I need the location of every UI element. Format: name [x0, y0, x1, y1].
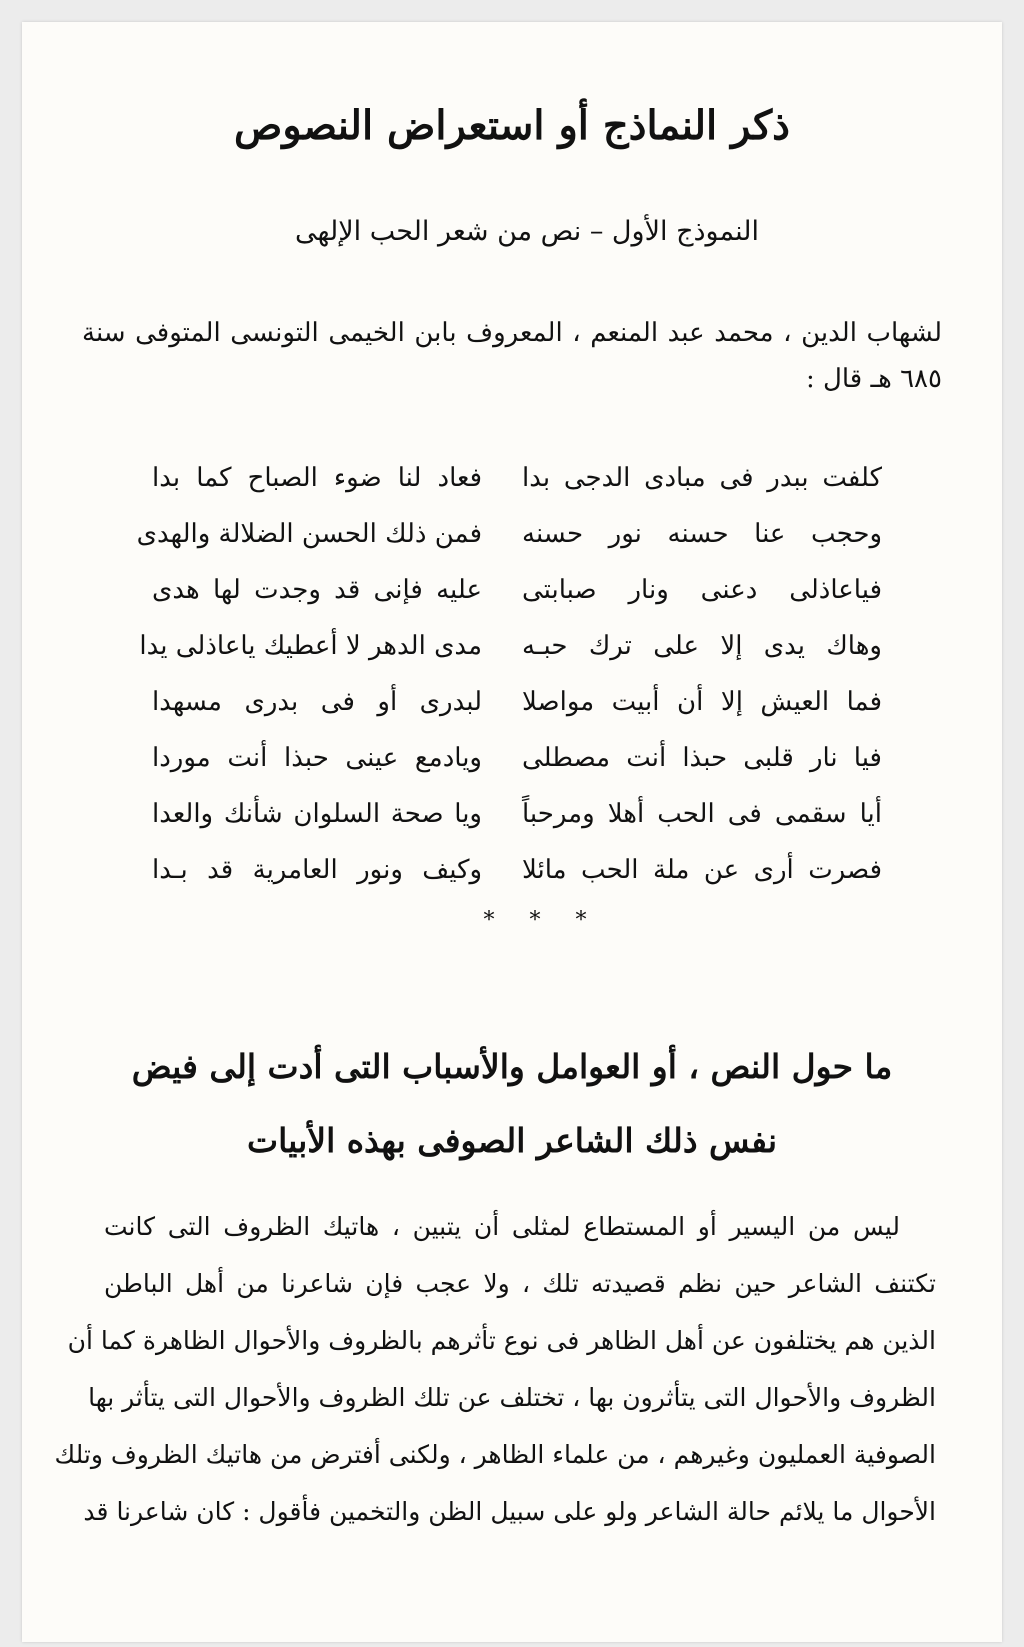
- verse: [22, 786, 1002, 842]
- verse-first-hemistich: فياعاذلى دعنى ونار صبابتى: [522, 575, 882, 605]
- verse-first-hemistich: وحجب عنا حسنه نور حسنه: [522, 519, 882, 549]
- verse-second-hemistich: مدى الدهر لا أعطيك ياعاذلى يدا: [139, 631, 482, 661]
- verse-first-hemistich: فيا نار قلبى حبذا أنت مصطلى: [522, 743, 882, 773]
- body-line: الذين هم يختلفون عن أهل الظاهر فى نوع تأثرهم بالظروف والأحوال الظاهرة كما أن: [67, 1326, 936, 1355]
- verse-second-hemistich: فمن ذلك الحسن الضلالة والهدى: [136, 519, 482, 549]
- verse: [22, 842, 1002, 898]
- verse-second-hemistich: ويادمع عينى حبذا أنت موردا: [152, 743, 482, 773]
- body-line: ليس من اليسير أو المستطاع لمثلى أن يتبين ، هاتيك الظروف التى كانت: [104, 1212, 900, 1241]
- verse: [22, 562, 1002, 618]
- poem: [22, 450, 1002, 890]
- book-page: [22, 22, 1002, 1642]
- verse-second-hemistich: وكيف ونور العامرية قد بـدا: [152, 855, 482, 885]
- body-paragraph: [54, 1198, 936, 1540]
- verse-first-hemistich: كلفت ببدر فى مبادى الدجى بدا: [522, 463, 882, 493]
- verse-second-hemistich: فعاد لنا ضوء الصباح كما بدا: [152, 463, 482, 493]
- section-heading: ما حول النص ، أو العوامل والأسباب التى أدت إلى فيض نفس ذلك الشاعر الصوفى بهذه الأبيات: [131, 1047, 893, 1160]
- verse-second-hemistich: عليه فإنى قد وجدت لها هدى: [152, 575, 482, 605]
- body-line: تكتنف الشاعر حين نظم قصيدته تلك ، ولا عجب فإن شاعرنا من أهل الباطن: [104, 1269, 936, 1298]
- intro-paragraph: لشهاب الدين ، محمد عبد المنعم ، المعروف بابن الخيمى التونسى المتوفى سنة ٦٨٥ هـ قال :: [82, 318, 942, 394]
- verse: [22, 450, 1002, 506]
- section-separator: * * *: [483, 908, 601, 933]
- verse-first-hemistich: فصرت أرى عن ملة الحب مائلا: [522, 855, 882, 885]
- verse: [22, 674, 1002, 730]
- verse-first-hemistich: وهاك يدى إلا على ترك حبـه: [522, 631, 882, 661]
- verse-first-hemistich: فما العيش إلا أن أبيت مواصلا: [522, 687, 882, 717]
- subtitle: النموذج الأول – نص من شعر الحب الإلهى: [295, 216, 759, 247]
- verse: [22, 730, 1002, 786]
- verse-second-hemistich: لبدرى أو فى بدرى مسهدا: [152, 687, 482, 717]
- body-line: الظروف والأحوال التى يتأثرون بها ، تختلف عن تلك الظروف والأحوال التى يتأثر بها: [88, 1383, 936, 1412]
- body-line: الصوفية العمليون وغيرهم ، من علماء الظاهر ، ولكنى أفترض من هاتيك الظروف وتلك: [54, 1440, 936, 1469]
- verse: [22, 506, 1002, 562]
- verse-first-hemistich: أيا سقمى فى الحب أهلا ومرحباً: [522, 799, 882, 829]
- page-title: ذكر النماذج أو استعراض النصوص: [234, 102, 790, 149]
- verse: [22, 618, 1002, 674]
- body-line: الأحوال ما يلائم حالة الشاعر ولو على سبيل الظن والتخمين فأقول : كان شاعرنا قد: [83, 1497, 936, 1526]
- verse-second-hemistich: ويا صحة السلوان شأنك والعدا: [152, 799, 482, 829]
